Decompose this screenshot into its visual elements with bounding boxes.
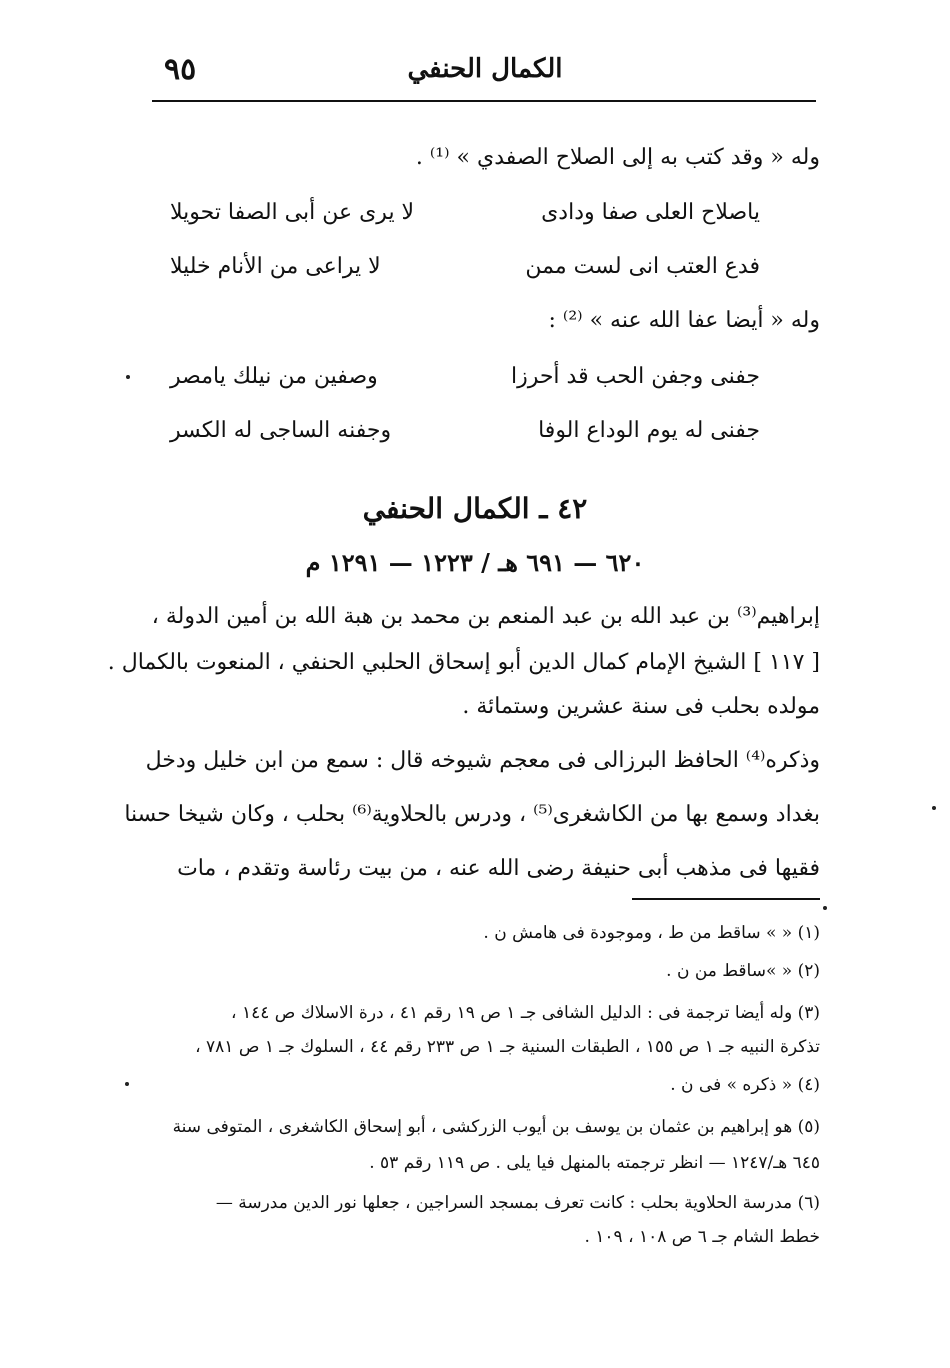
intro-line-2: وله « أيضا عفا الله عنه » ⁽²⁾ :: [548, 308, 820, 333]
footnote: (٥) هو إبراهيم بن عثمان بن يوسف بن أيوب الزركشى ، أبو إسحاق الكاشغرى ، المتوفى سنة: [172, 1117, 820, 1137]
scan-speck: [126, 375, 130, 379]
section-title: ٤٢ ـ الكمال الحنفي: [362, 492, 588, 525]
running-title: الكمال الحنفي: [407, 54, 563, 84]
hemistich-first: جفنى وجفن الحب قد أحرزا: [510, 364, 760, 389]
intro-line-1: وله « وقد كتب به إلى الصلاح الصفدي » ⁽¹⁾ .: [415, 145, 820, 170]
header-rule: [152, 100, 816, 102]
footnote-continuation: تذكرة النبيه جـ ١ ص ١٥٥ ، الطبقات السنية جـ ١ ص ٢٣٣ رقم ٤٤ ، السلوك جـ ١ ص ٧٨١ ،: [195, 1037, 820, 1057]
scan-speck: [932, 806, 936, 810]
body-line: إبراهيم⁽³⁾ بن عبد الله بن عبد المنعم بن محمد بن هبة الله بن أمين الدولة ،: [151, 604, 820, 629]
hemistich-first: جفنى له يوم الوداع الوفا: [538, 418, 760, 443]
hemistich-first: ياصلاح العلى صفا ودادى: [541, 200, 760, 225]
hemistich-second: وجفنه الساجى له الكسر: [170, 418, 392, 443]
scan-speck: [125, 1082, 129, 1086]
footnote-rule: [632, 898, 820, 900]
footnote: (١) « » ساقط من ط ، وموجودة فى هامش ن .: [483, 923, 820, 943]
section-dates: ٦٢٠ — ٦٩١ هـ / ١٢٢٣ — ١٢٩١ م: [305, 548, 645, 577]
hemistich-first: فدع العتب انى لست ممن: [525, 254, 760, 279]
footnote: (٢) « »ساقط من ن .: [666, 961, 820, 981]
footnote: (٦) مدرسة الحلاوية بحلب : كانت تعرف بمسجد السراجين ، جعلها نور الدين مدرسة —: [215, 1193, 820, 1213]
poem1-verse-1: [170, 200, 760, 234]
body-line: فقيها فى مذهب أبى حنيفة رضى الله عنه ، من بيت رئاسة وتقدم ، مات: [177, 856, 820, 881]
hemistich-second: وصفين من نيلك يامصر: [170, 364, 378, 389]
page-number: ٩٥: [164, 52, 197, 87]
footnote: (٣) وله أيضا ترجمة فى : الدليل الشافى جـ ١ ص ١٩ رقم ٤١ ، درة الاسلاك ص ١٤٤ ،: [231, 1003, 820, 1023]
page-header: [150, 48, 820, 96]
footnote: (٤) « ذكره » فى ن .: [670, 1075, 820, 1095]
poem1-verse-2: [170, 254, 760, 288]
body-line: بغداد وسمع بها من الكاشغرى⁽⁵⁾ ، ودرس بالحلاوية⁽⁶⁾ بحلب ، وكان شيخا حسنا: [124, 802, 820, 827]
footnote-continuation: ٦٤٥ هـ/١٢٤٧ — انظر ترجمته بالمنهل فيا يلى . ص ١١٩ رقم ٥٣ .: [369, 1153, 820, 1173]
poem2-verse-1: [170, 364, 760, 398]
hemistich-second: لا يرى عن أبى الصفا تحويلا: [170, 200, 415, 225]
hemistich-second: لا يراعى من الأنام خليلا: [170, 254, 381, 279]
body-line: مولده بحلب فى سنة عشرين وستمائة .: [462, 694, 820, 719]
poem2-verse-2: [170, 418, 760, 452]
body-line: [ ١١٧ ] الشيخ الإمام كمال الدين أبو إسحاق الحلبي الحنفي ، المنعوت بالكمال .: [107, 650, 820, 675]
scan-speck: [823, 906, 827, 910]
body-line: وذكره⁽⁴⁾ الحافظ البرزالى فى معجم شيوخه قال : سمع من ابن خليل ودخل: [145, 748, 820, 773]
footnote-continuation: خطط الشام جـ ٦ ص ١٠٨ ، ١٠٩ .: [584, 1227, 820, 1247]
